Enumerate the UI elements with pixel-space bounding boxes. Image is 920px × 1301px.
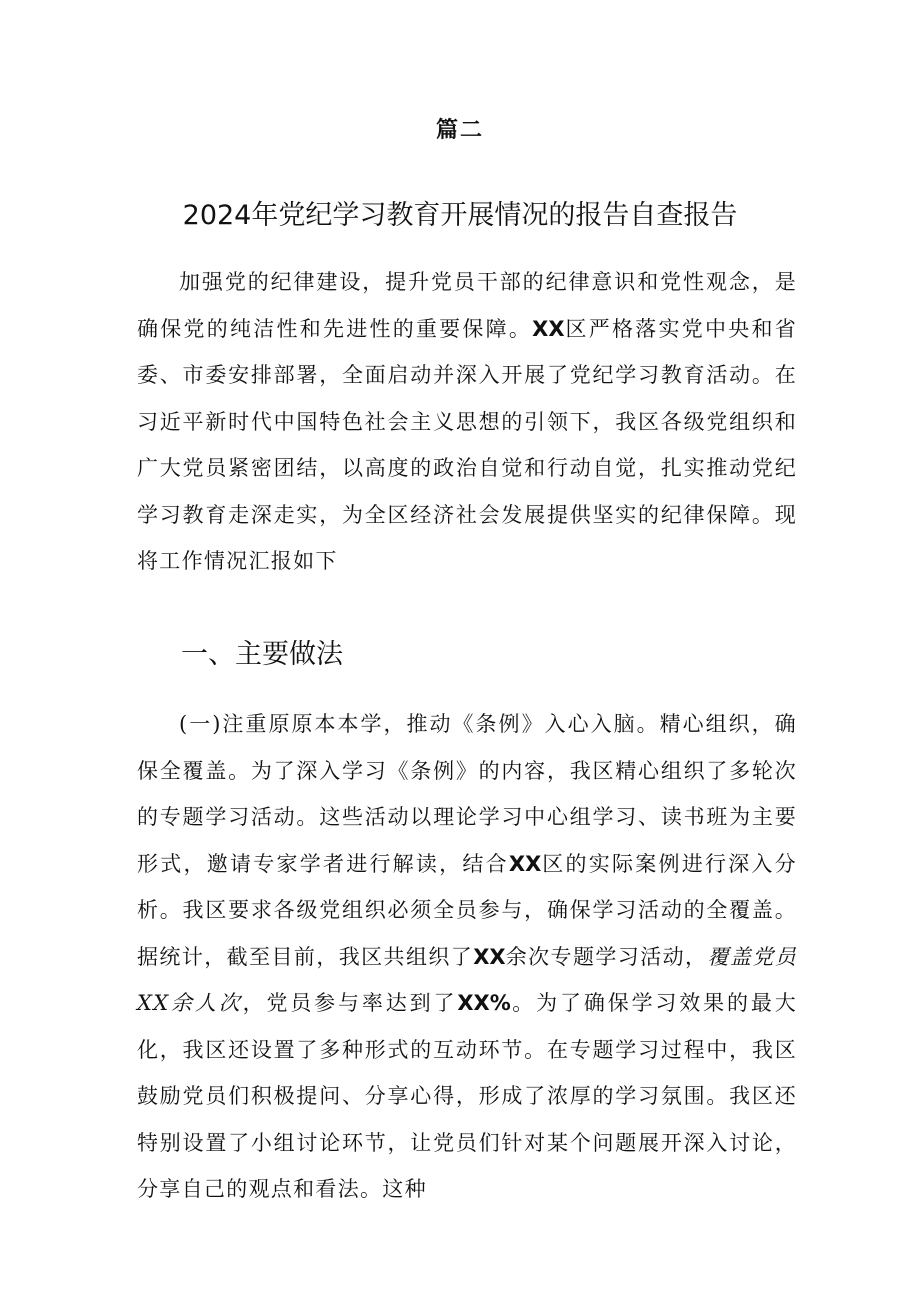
intro-text: 区严格落实党中央和省委、市委安排部署，全面启动并深入开展了党纪学习教育活动。在习近平新时代中国特色社会主义思想的引领下，我区各级党组织和广大党员紧密团结，以高度的政治自觉和行动自觉，扎实推动党纪学习教育走深走实，为全区经济社会发展提供坚实的纪律保障。现将工作情况汇报如下 [137, 316, 797, 573]
placeholder-xx-percent: XX% [457, 991, 511, 1015]
italic-emphasis: 覆盖党员XX余人次 [137, 944, 797, 1015]
part-label: 篇二 [435, 117, 484, 143]
body-text: (一)注重原原本本学，推动《条例》入心入脑。精心组织，确保全覆盖。为了深入学习《条例》的内容，我区精心组织了多轮次的专题学习活动。这些活动以理论学习中心组学习、读书班为主要形式，邀请专家学者进行解读，结合 [137, 712, 797, 876]
section-1-paragraph [137, 701, 797, 1213]
body-text: 余次专题学习活动， [505, 944, 708, 969]
intro-paragraph [137, 259, 797, 585]
section-heading: 一、主要做法 [181, 639, 343, 670]
placeholder-xx: XX [532, 316, 565, 341]
body-text: 区的实际案例进行深入分析。我区要求各级党组织必须全员参与，确保学习活动的全覆盖。据统计，截至目前，我区共组织了 [137, 851, 797, 969]
body-text: ，党员参与率达到了 [242, 991, 458, 1015]
placeholder-xx: XX [508, 851, 542, 876]
placeholder-xx: XX [473, 944, 506, 969]
document-title: 2024年党纪学习教育开展情况的报告自查报告 [182, 200, 738, 231]
body-text: 。为了确保学习效果的最大化，我区还设置了多种形式的互动环节。在专题学习过程中，我区鼓励党员们积极提问、分享心得，形成了浓厚的学习氛围。我区还特别设置了小组讨论环节，让党员们针对某个问题展开深入讨论，分享自己的观点和看法。这种 [137, 991, 797, 1201]
intro-text: 加强党的纪律建设，提升党员干部的纪律意识和党性观念，是确保党的纯洁性和先进性的重要保障。 [137, 270, 797, 341]
